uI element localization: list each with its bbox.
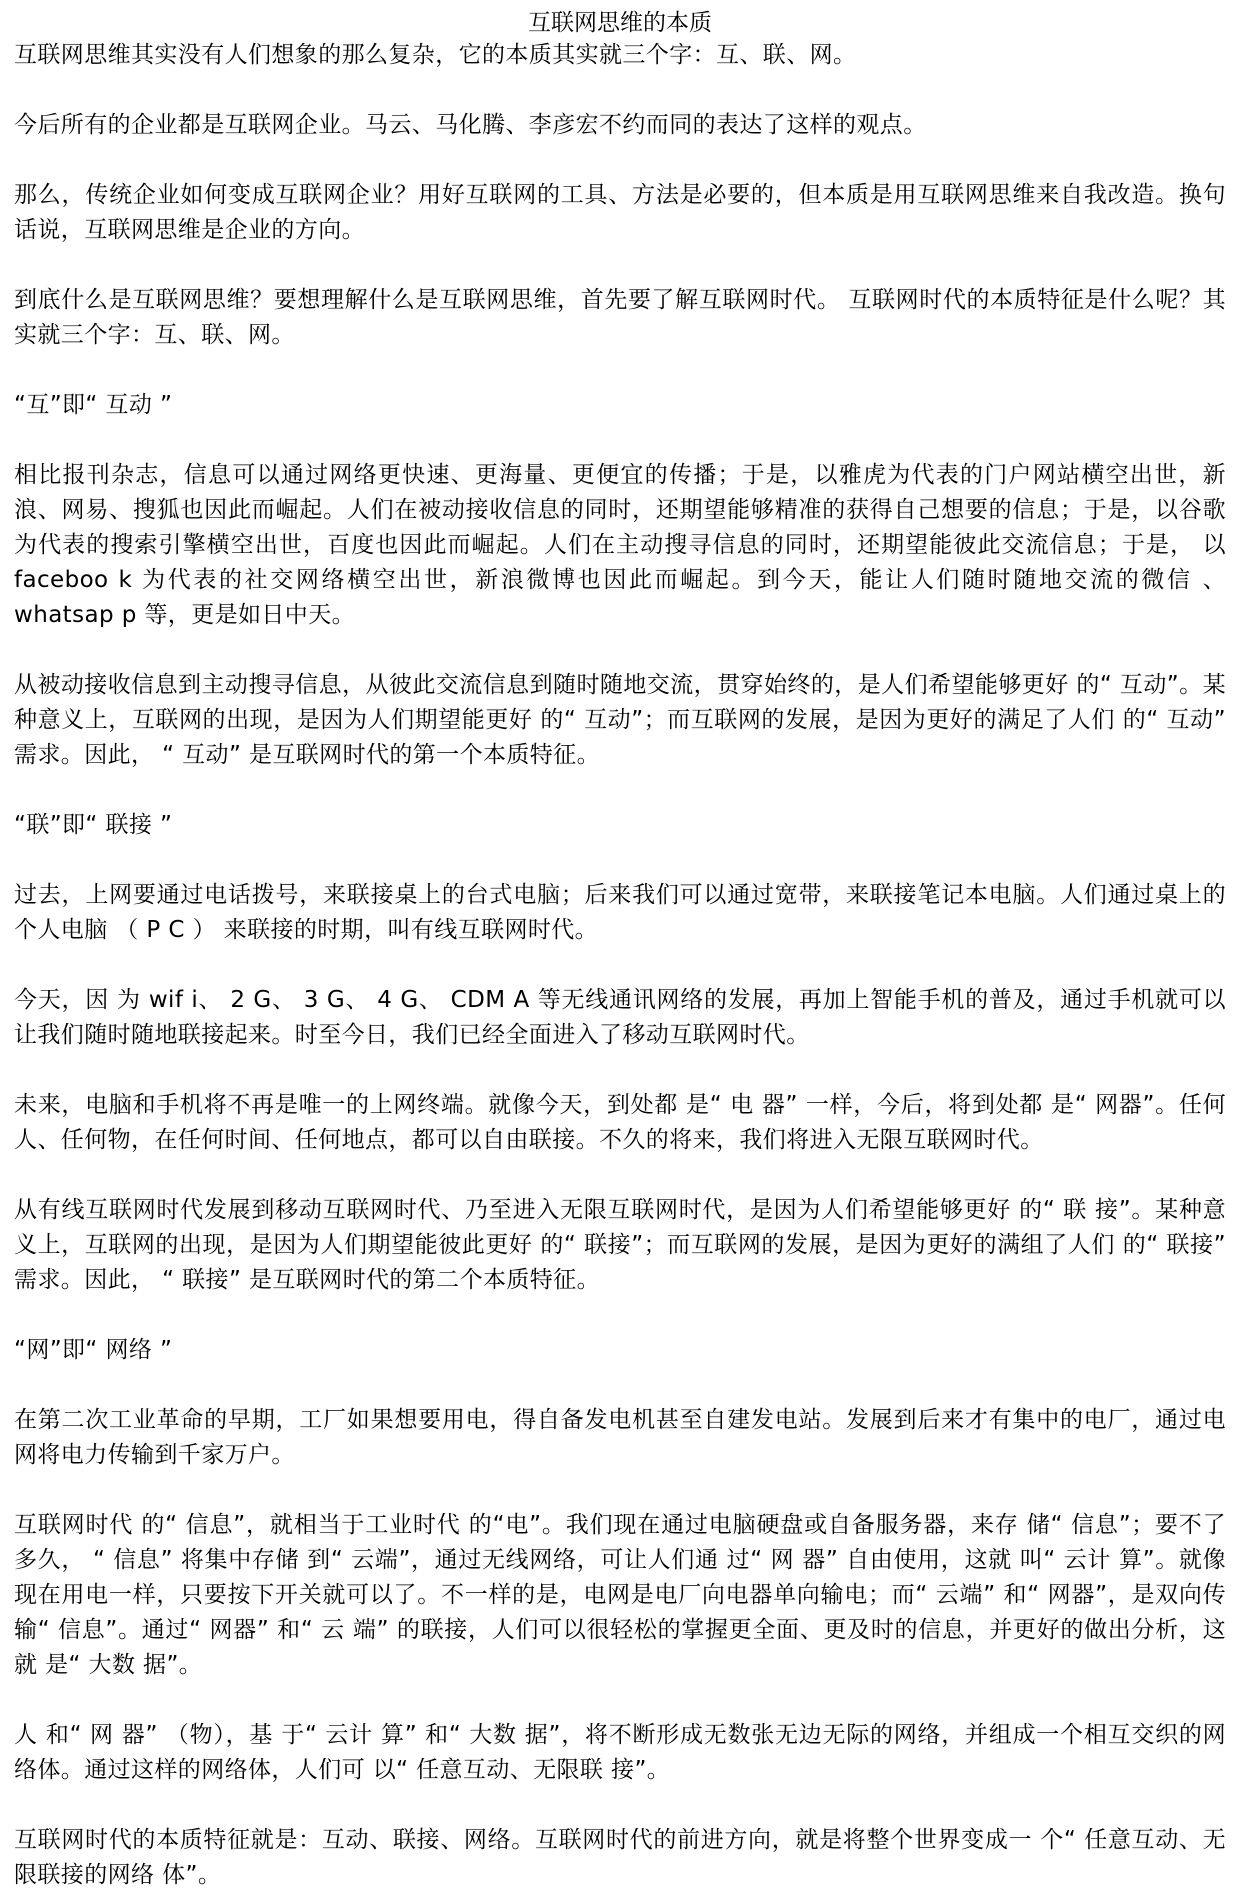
paragraph: 那么，传统企业如何变成互联网企业？用好互联网的工具、方法是必要的，但本质是用互联网思维来自我改造。换句话说，互联网思维是企业的方向。 xyxy=(14,182,1226,243)
paragraph: 过去，上网要通过电话拨号，来联接桌上的台式电脑；后来我们可以通过宽带，来联接笔记本电脑。人们通过桌上的个人电脑 （ P C ） 来联接的时期，叫有线互联网时代。 xyxy=(14,882,1226,943)
paragraph: 在第二次工业革命的早期，工厂如果想要用电，得自备发电机甚至自建发电站。发展到后来才有集中的电厂，通过电网将电力传输到千家万户。 xyxy=(14,1407,1226,1468)
paragraph: 从有线互联网时代发展到移动互联网时代、乃至进入无限互联网时代，是因为人们希望能够更好 的“ 联 接”。某种意义上，互联网的出现，是因为人们期望能彼此更好 的“ 联接”；而互联网的发展，是因为更好的满组了人们 的“ 联接” 需求。因此， “ 联接” 是互联网时代的第二个本质特征。 xyxy=(14,1197,1226,1293)
paragraph: 人 和“ 网 器” （物），基 于“ 云计 算” 和“ 大数 据”，将不断形成无数张无边无际的网络，并组成一个相互交织的网络体。通过这样的网络体，人们可 以“ 任意互动、无限联 接”。 xyxy=(14,1722,1226,1783)
section-heading-interaction: “互”即“ 互动 ” xyxy=(14,392,173,418)
paragraph: 今天，因 为 wif i、 2 G、 3 G、 4 G、 CDM A 等无线通讯网络的发展，再加上智能手机的普及，通过手机就可以让我们随时随地联接起来。时至今日，我们已经全面进入了移动互联网时代。 xyxy=(14,987,1226,1048)
paragraph: 从被动接收信息到主动搜寻信息，从彼此交流信息到随时随地交流，贯穿始终的，是人们希望能够更好 的“ 互动”。某种意义上，互联网的出现，是因为人们期望能更好 的“ 互动”；而互联网的发展，是因为更好的满足了人们 的“ 互动” 需求。因此， “ 互动” 是互联网时代的第一个本质特征。 xyxy=(14,672,1226,768)
paragraph: 到底什么是互联网思维？要想理解什么是互联网思维，首先要了解互联网时代。 互联网时代的本质特征是什么呢？其实就三个字：互、联、网。 xyxy=(14,287,1226,348)
paragraph: 互联网时代 的“ 信息”，就相当于工业时代 的“电”。我们现在通过电脑硬盘或自备服务器，来存 储“ 信息”；要不了多久， “ 信息” 将集中存储 到“ 云端”，通过无线网络，可让人们通 过“ 网 器” 自由使用，这就 叫“ 云计 算”。就像现在用电一样，只要按下开关就可以了。不一样的是，电网是电厂向电器单向输电；而“ 云端” 和“ 网器”，是双向传 输“ 信息”。通过“ 网器” 和“ 云 端” 的联接，人们可以很轻松的掌握更全面、更及时的信息，并更好的做出分析，这就 是“ 大数 据”。 xyxy=(14,1512,1226,1678)
paragraph: 相比报刊杂志，信息可以通过网络更快速、更海量、更便宜的传播；于是，以雅虎为代表的门户网站横空出世，新浪、网易、搜狐也因此而崛起。人们在被动接收信息的同时，还期望能够精准的获得自己想要的信息；于是，以谷歌为代表的搜索引擎横空出世，百度也因此而崛起。人们在主动搜寻信息的同时，还期望能彼此交流信息；于是， 以 faceboo k 为代表的社交网络横空出世，新浪微博也因此而崛起。到今天，能让人们随时随地交流的微信 、 whatsap p 等，更是如日中天。 xyxy=(14,462,1226,628)
paragraph-conclusion: 互联网时代的本质特征就是：互动、联接、网络。互联网时代的前进方向，就是将整个世界变成一 个“ 任意互动、无限联接的网络 体”。 xyxy=(14,1827,1226,1888)
paragraph: 未来，电脑和手机将不再是唯一的上网终端。就像今天，到处都 是“ 电 器” 一样，今后，将到处都 是“ 网器”。任何人、任何物，在任何时间、任何地点，都可以自由联接。不久的将来，我们将进入无限互联网时代。 xyxy=(14,1092,1226,1153)
section-heading-connection: “联”即“ 联接 ” xyxy=(14,812,173,838)
document-title: 互联网思维的本质 xyxy=(528,10,712,36)
section-heading-network: “网”即“ 网络 ” xyxy=(14,1337,173,1363)
paragraph-intro: 互联网思维其实没有人们想象的那么复杂，它的本质其实就三个字：互、联、网。 xyxy=(14,42,857,68)
paragraph: 今后所有的企业都是互联网企业。马云、马化腾、李彦宏不约而同的表达了这样的观点。 xyxy=(14,112,927,138)
